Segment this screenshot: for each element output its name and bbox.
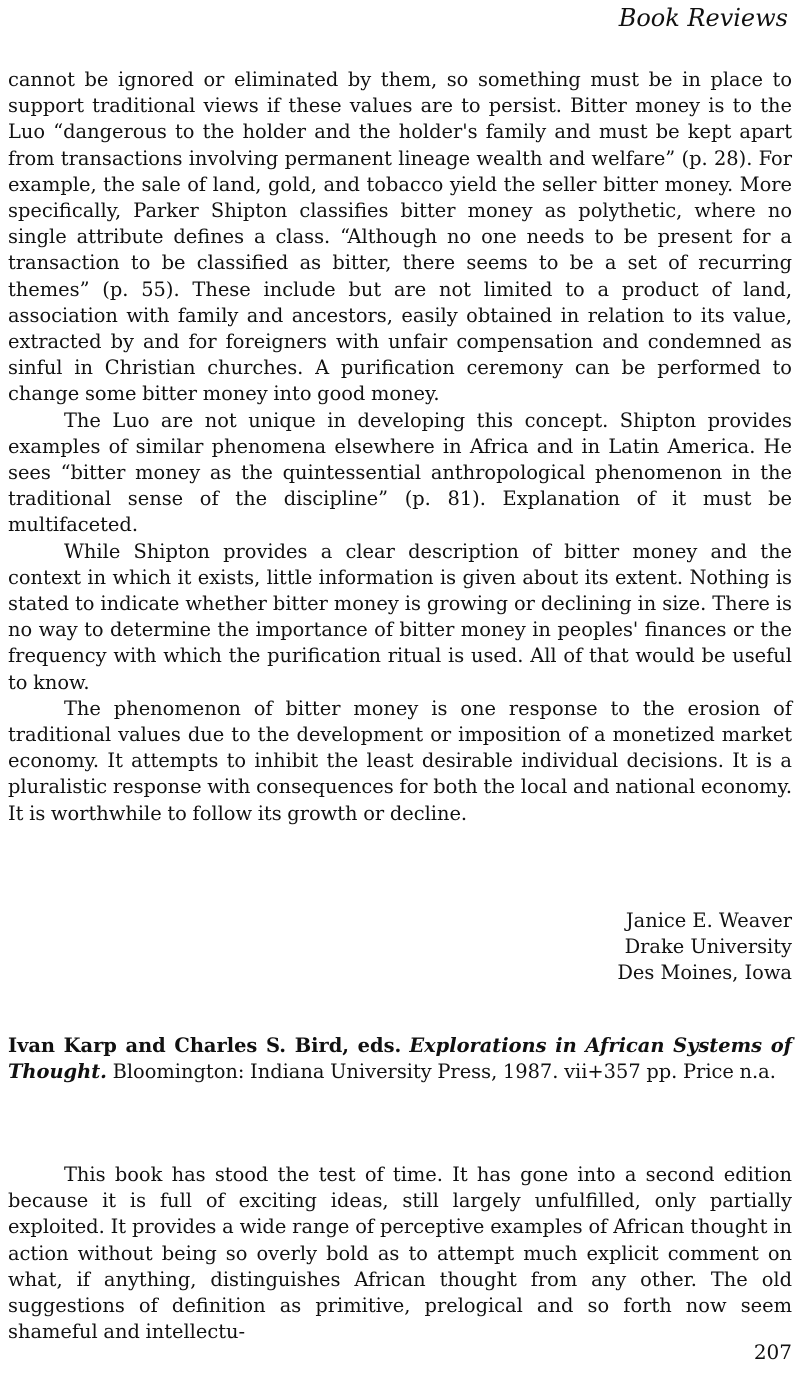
paragraph: The Luo are not unique in developing this concept. Shipton provides examples of similar phenomena elsewhere in Africa and in Latin America. He sees “bitter money as the quintessential anthropological phenomenon in the traditional sense of the discipline” (p. 81). Explanation of it must be multifaceted. [8, 408, 792, 537]
citation-authors: Ivan Karp and Charles S. Bird, eds. [8, 1034, 402, 1057]
citation-title: Explorations in African Systems of Thought. [8, 1034, 792, 1084]
reviewer-location: Des Moines, Iowa [617, 961, 792, 985]
paragraph: The phenomenon of bitter money is one response to the erosion of traditional values due to the development or imposition of a monetized market economy. It attempts to inhibit the least desirable individual decisions. It is a pluralistic response with consequences for both the local and national economy. It is worthwhile to follow its growth or decline. [8, 696, 792, 825]
citation-publication: Bloomington: Indiana University Press, 1987. vii+357 pp. Price n.a. [112, 1060, 776, 1084]
paragraph: This book has stood the test of time. It has gone into a second edition because it is full of exciting ideas, still largely unfulfilled, only partially exploited. It provides a wide range of perceptive examples of African thought in action without being so overly bold as to attempt much explicit comment on what, if anything, distinguishes African thought from any other. The old suggestions of definition as primitive, prelogical and so forth now seem shameful and intellectu- [8, 1163, 792, 1344]
review-body [8, 67, 792, 827]
reviewer-signature [617, 908, 792, 987]
page-number: 207 [753, 1340, 792, 1364]
running-head: Book Reviews [618, 4, 788, 32]
reviewer-institution: Drake University [624, 935, 792, 959]
paragraph: While Shipton provides a clear description of bitter money and the context in which it exists, little information is given about its extent. Nothing is stated to indicate whether bitter money is growing or declining in size. There is no way to determine the importance of bitter money in peoples' finances or the frequency with which the purification ritual is used. All of that would be useful to know. [8, 539, 792, 694]
paragraph: cannot be ignored or eliminated by them, so something must be in place to support traditional views if these values are to persist. Bitter money is to the Luo “dangerous to the holder and the holder's family and must be kept apart from transactions involving permanent lineage wealth and welfare” (p. 28). For example, the sale of land, gold, and tobacco yield the seller bitter money. More specifically, Parker Shipton classifies bitter money as polythetic, where no single attribute defines a class. “Although no one needs to be present for a transaction to be classified as bitter, there seems to be a set of recurring themes” (p. 55). These include but are not limited to a product of land, association with family and ancestors, easily obtained in relation to its value, extracted by and for foreigners with unfair compensation and condemned as sinful in Christian churches. A purification ceremony can be performed to change some bitter money into good money. [8, 68, 792, 406]
reviewer-name: Janice E. Weaver [625, 909, 792, 932]
book-citation [8, 1033, 792, 1085]
second-review-body [8, 1162, 792, 1345]
